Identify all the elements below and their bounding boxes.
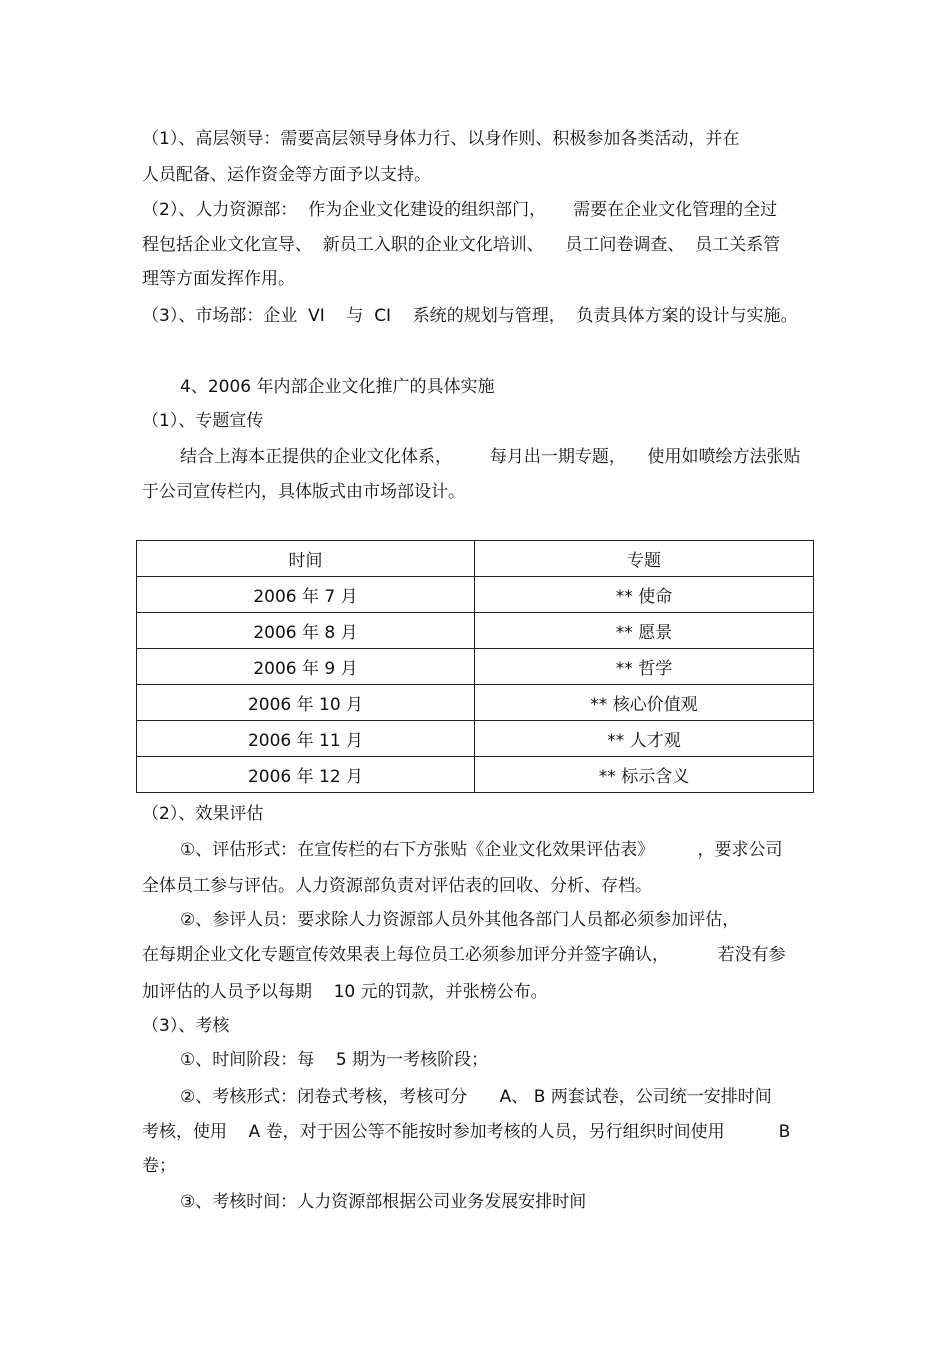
subsection-3-item-1: ①、时间阶段：每 5 期为一考核阶段； <box>180 1050 489 1070</box>
table-cell-month: 2006 年 10 月 <box>137 685 475 721</box>
paragraph-hr-line-1: （2）、人力资源部： 作为企业文化建设的组织部门， 需要在企业文化管理的全过 <box>142 200 778 220</box>
table-cell-topic: ** 愿景 <box>475 613 814 649</box>
paragraph-hr-line-3: 理等方面发挥作用。 <box>142 269 295 289</box>
paragraph-senior-leadership-line-1: （1）、高层领导：需要高层领导身体力行、以身作则、积极参加各类活动，并在 <box>142 129 740 149</box>
table-row <box>137 685 814 721</box>
table-row <box>137 757 814 793</box>
table-header-time: 时间 <box>137 541 475 577</box>
subsection-3-item-2-line-1: ②、考核形式：闭卷式考核，考核可分 A、 B 两套试卷，公司统一安排时间 <box>180 1087 772 1107</box>
subsection-2-item-2-line-2: 在每期企业文化专题宣传效果表上每位员工必须参加评分并签字确认， 若没有参 <box>142 945 786 965</box>
table-header-row <box>137 541 814 577</box>
subsection-2-item-2-line-3: 加评估的人员予以每期 10 元的罚款，并张榜公布。 <box>142 982 548 1002</box>
subsection-2-item-2-line-1: ②、参评人员：要求除人力资源部人员外其他各部门人员都必须参加评估， <box>180 910 740 930</box>
subsection-3-item-3: ③、考核时间：人力资源部根据公司业务发展安排时间 <box>180 1192 587 1212</box>
subsection-3-item-2-line-3: 卷； <box>142 1156 176 1176</box>
table-header-topic: 专题 <box>475 541 814 577</box>
table-cell-month: 2006 年 9 月 <box>137 649 475 685</box>
paragraph-hr-line-2: 程包括企业文化宣导、 新员工入职的企业文化培训、 员工问卷调查、 员工关系管 <box>142 235 781 255</box>
table-cell-month: 2006 年 12 月 <box>137 757 475 793</box>
table-cell-topic: ** 使命 <box>475 577 814 613</box>
monthly-topics-table <box>136 540 814 793</box>
table-row <box>137 577 814 613</box>
table-cell-topic: ** 哲学 <box>475 649 814 685</box>
table-cell-topic: ** 标示含义 <box>475 757 814 793</box>
table-cell-topic: ** 核心价值观 <box>475 685 814 721</box>
subsection-3-item-2-line-2: 考核，使用 A 卷，对于因公等不能按时参加考核的人员，另行组织时间使用 B <box>142 1122 791 1142</box>
table-cell-topic: ** 人才观 <box>475 721 814 757</box>
subsection-2-item-1-line-2: 全体员工参与评估。人力资源部负责对评估表的回收、分析、存档。 <box>142 876 652 896</box>
paragraph-senior-leadership-line-2: 人员配备、运作资金等方面予以支持。 <box>142 165 431 185</box>
subsection-2-title: （2）、效果评估 <box>142 804 264 824</box>
table-cell-month: 2006 年 7 月 <box>137 577 475 613</box>
subsection-3-title: （3）、考核 <box>142 1016 230 1036</box>
section-4-heading: 4、2006 年内部企业文化推广的具体实施 <box>180 377 495 397</box>
subsection-1-paragraph-line-1: 结合上海本正提供的企业文化体系， 每月出一期专题， 使用如喷绘方法张贴 <box>180 447 801 467</box>
subsection-1-paragraph-line-2: 于公司宣传栏内，具体版式由市场部设计。 <box>142 482 465 502</box>
table-row <box>137 649 814 685</box>
subsection-2-item-1-line-1: ①、评估形式：在宣传栏的右下方张贴《企业文化效果评估表》 ，要求公司 <box>180 840 783 860</box>
subsection-1-title: （1）、专题宣传 <box>142 411 264 431</box>
table-cell-month: 2006 年 8 月 <box>137 613 475 649</box>
table-cell-month: 2006 年 11 月 <box>137 721 475 757</box>
table-row <box>137 721 814 757</box>
paragraph-marketing-line-1: （3）、市场部：企业 VI 与 CI 系统的规划与管理， 负责具体方案的设计与实施。 <box>142 306 798 326</box>
table-row <box>137 613 814 649</box>
